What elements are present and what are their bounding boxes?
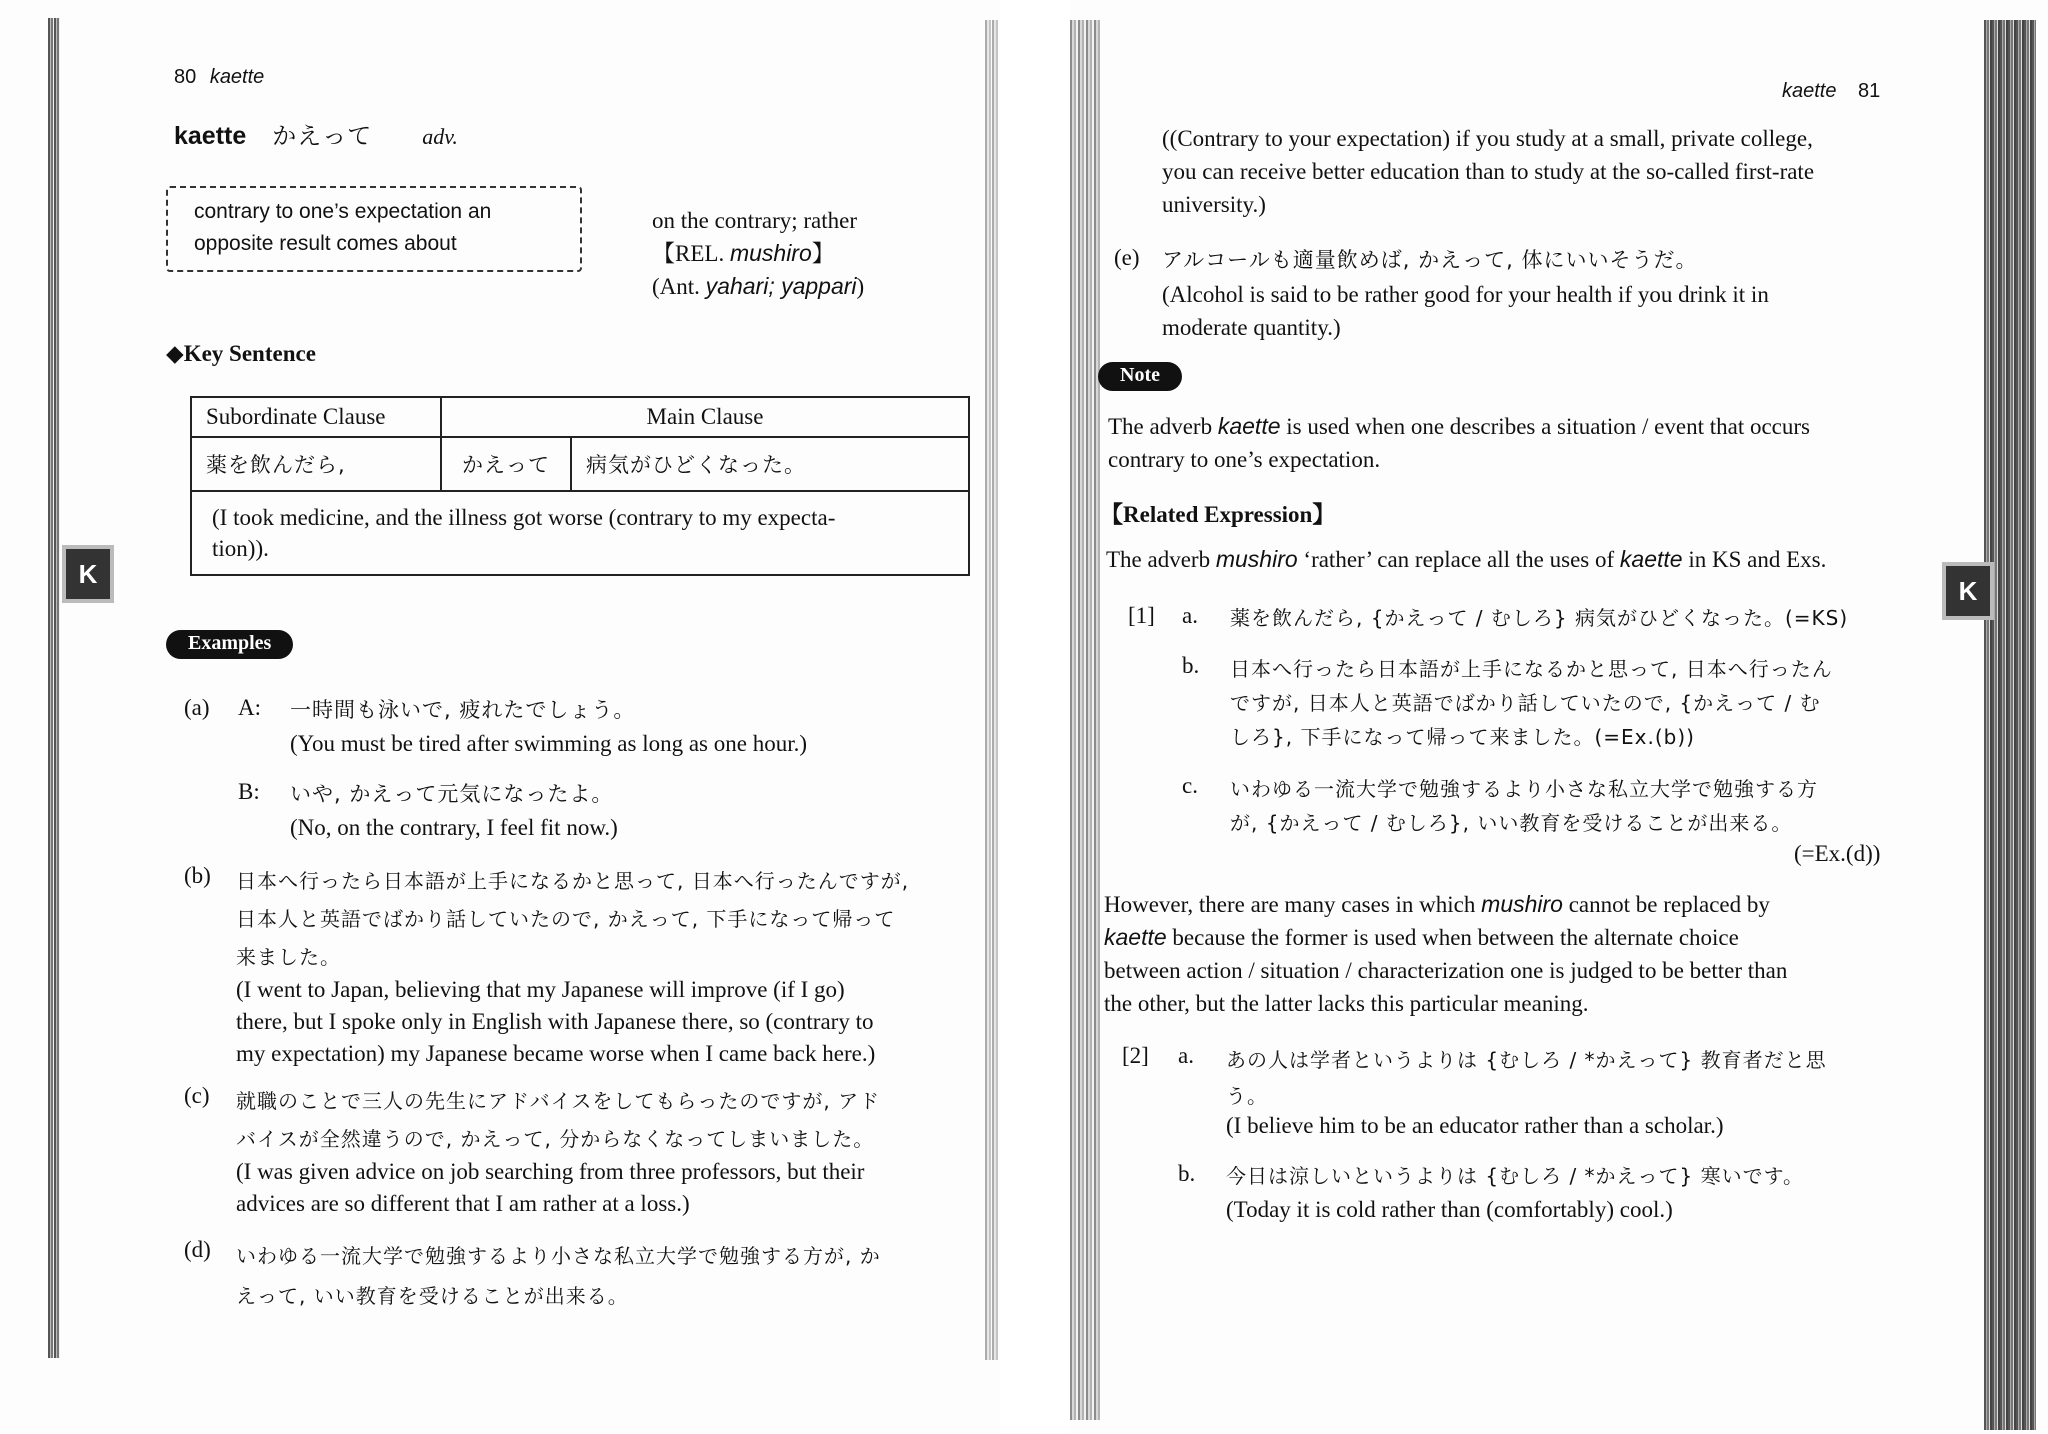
related-1-i2: kaette [1619, 546, 1683, 572]
related-1c-jp-1: いわゆる一流大学で勉強するより小さな私立大学で勉強する方 [1230, 777, 1818, 801]
however-line-3: between action / situation / characterization one is judged to be better than [1104, 958, 1788, 983]
ks-jp-subordinate: 薬を飲んだら, [191, 437, 441, 491]
however-2i: kaette [1104, 924, 1167, 950]
related-2b-jp: 今日は涼しいというよりは {むしろ / *かえって} 寒いです。 [1226, 1164, 1805, 1188]
however-1b: cannot be replaced by [1562, 892, 1770, 917]
gloss-block [652, 204, 864, 303]
page-edge-left [48, 18, 60, 1358]
however-2b: because the former is used when between the alternate choice [1166, 925, 1739, 950]
example-c-jp [236, 1082, 880, 1158]
example-e-en-1: (Alcohol is said to be rather good for your health if you drink it in [1162, 282, 1769, 307]
example-b-jp [236, 862, 909, 976]
gloss-rel-close: 】 [811, 241, 835, 266]
page-edge-right [1984, 20, 2036, 1430]
example-a-speaker-b: B: [238, 779, 260, 804]
related-1a-marker: a. [1182, 603, 1198, 628]
example-d-en-3: university.) [1162, 192, 1266, 217]
page-header-left [174, 66, 264, 89]
ks-header-main: Main Clause [441, 397, 969, 437]
ks-jp-adverb: かえって [441, 437, 571, 491]
related-1b-jp-1: 日本へ行ったら日本語が上手になるかと思って, 日本へ行ったん [1230, 657, 1833, 681]
gloss-rel-open: 【REL. [652, 241, 730, 266]
related-expression-heading: 【Related Expression】 [1100, 502, 1336, 527]
related-2a-jp-2: う。 [1226, 1084, 1268, 1108]
example-a-a-jp: 一時間も泳いで, 疲れたでしょう。 [290, 698, 636, 722]
entry-pos: adv. [422, 124, 458, 149]
example-b-jp-2: 日本人と英語でばかり話していたので, かえって, 下手になって帰って [236, 907, 896, 931]
related-intro [1106, 544, 1826, 575]
note-line-1 [1108, 410, 1810, 443]
related-1c-jp-2: が, {かえって / むしろ}, いい教育を受けることが出来る。 [1230, 811, 1793, 835]
example-e-en-2: moderate quantity.) [1162, 315, 1341, 340]
gloss-related [652, 237, 864, 270]
however-paragraph [1104, 888, 1787, 1020]
gloss-antonym [652, 270, 864, 303]
page-number: 81 [1858, 80, 1881, 102]
page-number: 80 [174, 66, 197, 88]
example-d-marker: (d) [184, 1237, 211, 1262]
related-2a-jp [1226, 1042, 1827, 1114]
related-1-i: mushiro [1215, 546, 1298, 572]
example-b-marker: (b) [184, 863, 211, 888]
related-2b-marker: b. [1178, 1161, 1196, 1186]
note-1-b: is used when one describes a situation / event that occurs [1280, 414, 1810, 439]
entry-word: kaette [174, 122, 247, 150]
example-c-en-2: advices are so different that I am rather at a loss.) [236, 1191, 690, 1216]
example-d-jp-1: いわゆる一流大学で勉強するより小さな私立大学で勉強する方が, か [236, 1244, 881, 1268]
example-c-en-1: (I was given advice on job searching from three professors, but their [236, 1159, 865, 1184]
running-head: kaette [209, 66, 265, 88]
example-a-b-jp: いや, かえって元気になったよ。 [290, 782, 614, 806]
example-c-jp-1: 就職のことで三人の先生にアドバイスをしてもらったのですが, アド [236, 1089, 881, 1113]
example-a-b-en: (No, on the contrary, I feel fit now.) [290, 815, 618, 840]
note-line-2: contrary to one’s expectation. [1108, 447, 1381, 472]
however-1a: However, there are many cases in which [1104, 892, 1482, 917]
gloss-meaning: on the contrary; rather [652, 208, 857, 233]
related-1c-ref: (=Ex.(d)) [1794, 841, 1881, 866]
example-d-en-2: you can receive better education than to study at the so-called first-rate [1162, 159, 1815, 184]
gloss-rel-word: mushiro [729, 240, 812, 266]
note-text [1108, 410, 1810, 476]
gloss-ant-close: ) [856, 274, 865, 299]
example-b-en-2: there, but I spoke only in English with Japanese there, so (contrary to [236, 1009, 874, 1034]
related-1b-marker: b. [1182, 653, 1200, 678]
meaning-line-2: opposite result comes about [194, 232, 457, 255]
example-d-en-1: ((Contrary to your expectation) if you study at a small, private college, [1162, 126, 1813, 151]
related-2-marker: [2] [1122, 1043, 1149, 1068]
example-b-en-3: my expectation) my Japanese became worse when I came back here.) [236, 1041, 876, 1066]
related-2b-en: (Today it is cold rather than (comfortably) cool.) [1226, 1197, 1673, 1222]
gloss-ant-words: yahari; yappari [705, 273, 857, 299]
note-1-a: The adverb [1108, 414, 1218, 439]
however-1i: mushiro [1481, 891, 1563, 917]
example-d-jp-2: えって, いい教育を受けることが出来る。 [236, 1284, 629, 1308]
example-a-marker: (a) [184, 695, 210, 720]
meaning-line-1: contrary to one’s expectation an [194, 200, 492, 223]
page-header-right [1782, 80, 1880, 103]
ks-header-subordinate: Subordinate Clause [191, 397, 441, 437]
gloss-ant-open: (Ant. [652, 274, 706, 299]
example-a-a-en: (You must be tired after swimming as long as one hour.) [290, 731, 808, 756]
however-line-4: the other, but the latter lacks this particular meaning. [1104, 991, 1589, 1016]
example-b-jp-1: 日本へ行ったら日本語が上手になるかと思って, 日本へ行ったんですが, [236, 869, 910, 893]
thumb-index-tab-right: K [1942, 562, 1994, 620]
right-page [1070, 0, 2048, 1434]
note-label: Note [1098, 362, 1182, 391]
related-1: The adverb [1106, 547, 1216, 572]
meaning-text [194, 196, 491, 260]
related-1b-jp-3: しろ}, 下手になって帰って来ました。(=Ex.(b)) [1230, 725, 1695, 749]
related-1b-jp-2: ですが, 日本人と英語でばかり話していたので, {かえって / む [1230, 691, 1821, 715]
ks-jp-main: 病気がひどくなった。 [571, 437, 969, 491]
related-1a-jp: 薬を飲んだら, {かえって / むしろ} 病気がひどくなった。(=KS) [1230, 606, 1849, 630]
example-e-jp: アルコールも適量飲めば, かえって, 体にいいそうだ。 [1162, 248, 1698, 272]
example-d-jp [236, 1236, 881, 1316]
example-d-english [1162, 122, 1814, 221]
example-b-en-1: (I went to Japan, believing that my Japanese will improve (if I go) [236, 977, 845, 1002]
related-1c-jp [1230, 772, 1818, 840]
related-1b-jp [1230, 652, 1833, 754]
related-2a-marker: a. [1178, 1043, 1194, 1068]
left-page [0, 0, 1000, 1434]
related-2a-jp-1: あの人は学者というよりは {むしろ / *かえって} 教育者だと思 [1226, 1048, 1827, 1072]
example-e-marker: (e) [1114, 245, 1140, 270]
however-line-2 [1104, 921, 1787, 954]
key-sentence-heading: ◆Key Sentence [166, 341, 316, 366]
related-1-marker: [1] [1128, 603, 1155, 628]
ks-en-line-1: (I took medicine, and the illness got worse (contrary to my expecta- [212, 505, 836, 530]
example-b-jp-3: 来ました。 [236, 945, 341, 969]
spine-shadow-right [1070, 20, 1100, 1420]
example-a-speaker-a: A: [238, 695, 261, 720]
related-1-b: ‘rather’ can replace all the uses of [1297, 547, 1620, 572]
related-2a-en: (I believe him to be an educator rather than a scholar.) [1226, 1113, 1724, 1138]
ks-english [191, 491, 969, 575]
examples-label: Examples [166, 630, 293, 659]
entry-heading [174, 116, 458, 151]
key-sentence-table [190, 396, 970, 576]
related-1-c: in KS and Exs. [1682, 547, 1827, 572]
running-head: kaette [1782, 80, 1837, 102]
related-1c-marker: c. [1182, 773, 1198, 798]
spine-shadow-left [985, 20, 999, 1360]
however-line-1 [1104, 888, 1787, 921]
example-c-jp-2: バイスが全然違うので, かえって, 分からなくなってしまいました。 [236, 1127, 875, 1151]
ks-en-line-2: tion)). [212, 536, 269, 561]
example-b-en [236, 974, 875, 1070]
note-1-i: kaette [1217, 413, 1281, 439]
thumb-index-tab-left: K [62, 545, 114, 603]
example-c-marker: (c) [184, 1083, 210, 1108]
entry-kana: かえって [272, 122, 373, 150]
example-e-english [1162, 278, 1769, 344]
example-c-en [236, 1156, 864, 1220]
